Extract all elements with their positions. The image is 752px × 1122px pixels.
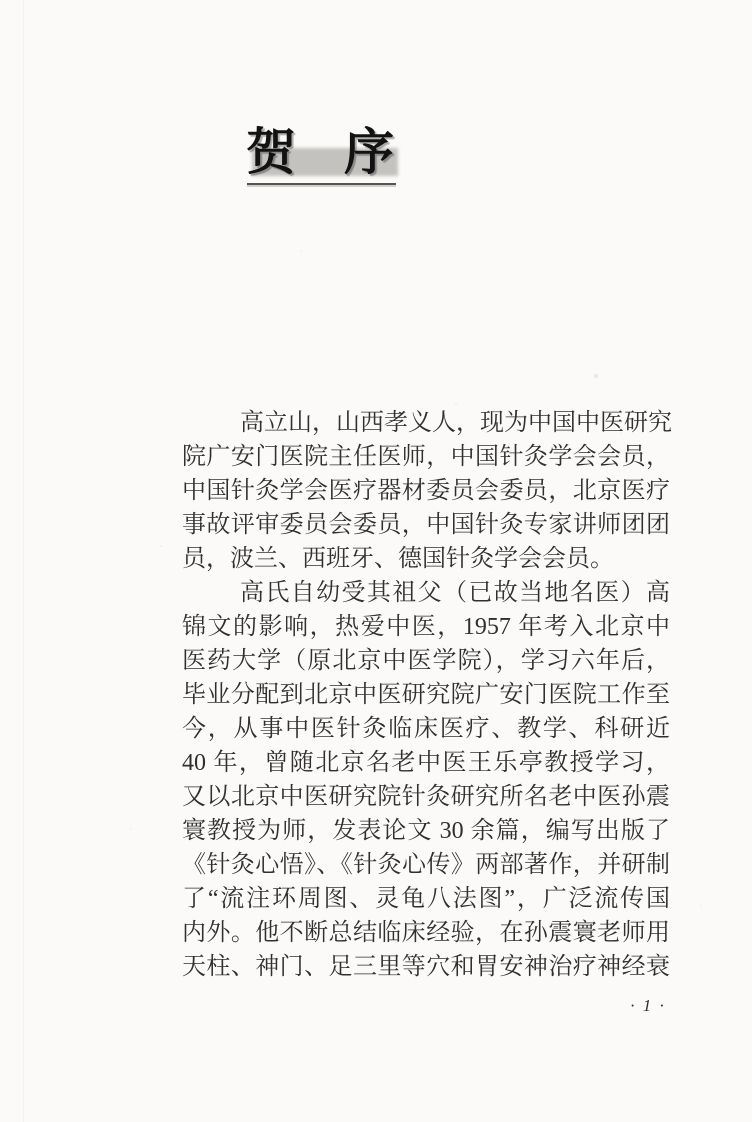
text-line: 又以北京中医研究院针灸研究所名老中医孙震 (182, 784, 670, 810)
text-line: 40 年，曾随北京名老中医王乐亭教授学习， (182, 750, 670, 776)
text-line: 今，从事中医针灸临床医疗、教学、科研近 (182, 716, 670, 742)
text-line: 员，波兰、西班牙、德国针灸学会会员。 (182, 546, 614, 572)
scan-edge-line (23, 0, 24, 1122)
text-line: 医药大学（原北京中医学院），学习六年后， (182, 648, 670, 674)
text-line: 寰教授为师，发表论文 30 余篇，编写出版了 (182, 818, 670, 844)
text-line: 内外。他不断总结临床经验，在孙震寰老师用 (182, 920, 670, 946)
text-line: 中国针灸学会医疗器材委员会委员，北京医疗 (182, 478, 670, 504)
text-line: 事故评审委员会委员，中国针灸专家讲师团团 (182, 512, 670, 538)
text-line: 《针灸心悟》、《针灸心传》两部著作，并研制 (182, 852, 670, 878)
text-line: 锦文的影响，热爱中医，1957 年考入北京中 (182, 614, 670, 640)
text-line: 高立山，山西孝义人，现为中国中医研究 (240, 410, 672, 436)
text-line: 天柱、神门、足三里等穴和胃安神治疗神经衰 (182, 954, 670, 980)
page-title (246, 126, 394, 179)
body-text (182, 406, 670, 984)
title-char-xu: 序 (344, 124, 394, 180)
text-line: 高氏自幼受其祖父（已故当地名医）高 (240, 580, 670, 606)
title-underline (247, 183, 396, 185)
title-char-he: 贺 (246, 124, 296, 180)
text-line: 毕业分配到北京中医研究院广安门医院工作至 (182, 682, 670, 708)
scan-speckles (0, 0, 2, 2)
text-line: 院广安门医院主任医师，中国针灸学会会员， (182, 444, 670, 470)
page-number: · 1 · (630, 996, 666, 1015)
text-line: 了“流注环周图、灵龟八法图”，广泛流传国 (182, 886, 670, 912)
